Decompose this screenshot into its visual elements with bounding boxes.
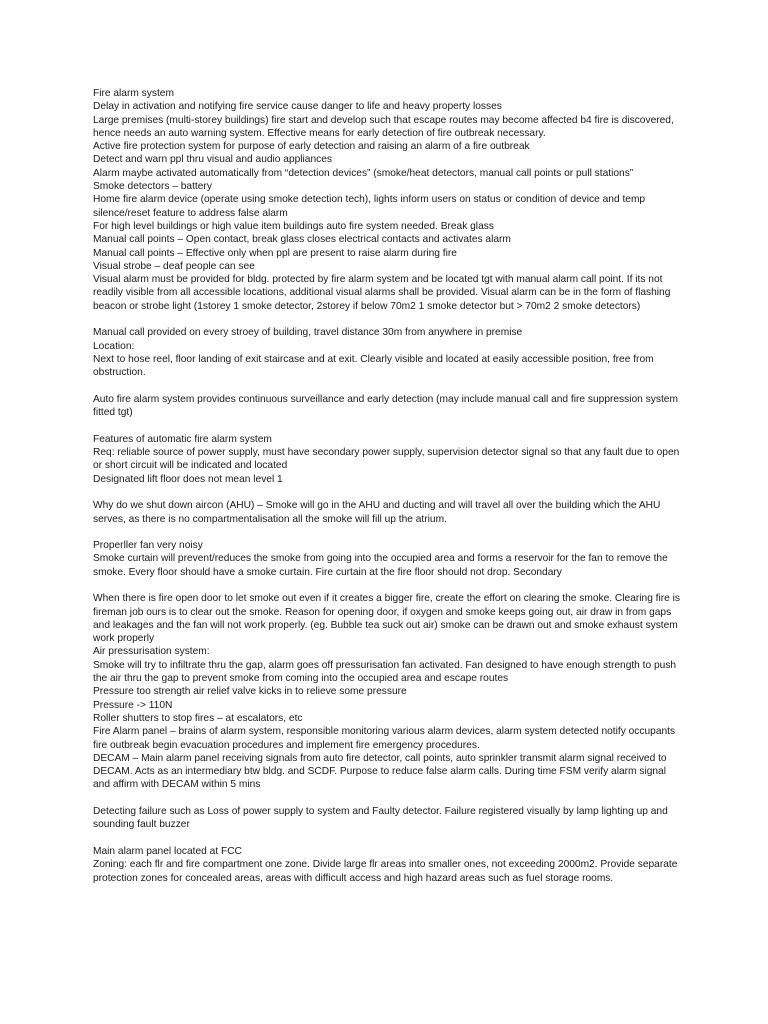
document-body	[93, 87, 683, 885]
text-line: Large premises (multi-storey buildings) fire start and develop such that escape routes may become affected b4 fire is discovered, hence needs an auto warning system. Effective means for early detection of fire outbreak necessary.	[93, 114, 677, 139]
paragraph	[93, 592, 683, 791]
text-line: Pressure -> 110N	[93, 699, 173, 711]
text-line: Location:	[93, 340, 135, 352]
text-line: Detect and warn ppl thru visual and audio appliances	[93, 154, 332, 166]
text-line: Designated lift floor does not mean level 1	[93, 473, 283, 485]
paragraph	[93, 845, 683, 885]
text-line: Visual alarm must be provided for bldg. protected by fire alarm system and be located tgt with manual alarm call point. If its not readily visible from all accessible locations, additional visual alarms shall be provided. Visual alarm can be in the form of flashing beacon or strobe light (1storey 1 smoke detector, 2storey if below 70m2 1 smoke detector but > 70m2 2 smoke detectors)	[93, 274, 674, 312]
text-line: Smoke detectors – battery	[93, 181, 212, 193]
paragraph	[93, 87, 683, 313]
text-line: Home fire alarm device (operate using smoke detection tech), lights inform users on status or condition of device and temp silence/reset feature to address false alarm	[93, 194, 648, 219]
paragraph	[93, 499, 683, 526]
paragraph	[93, 326, 683, 379]
text-line: Manual call points – Effective only when ppl are present to raise alarm during fire	[93, 247, 457, 259]
text-line: Properller fan very noisy	[93, 540, 203, 552]
paragraph	[93, 393, 683, 420]
text-line: Manual call provided on every stroey of building, travel distance 30m from anywhere in premise	[93, 327, 523, 339]
text-line: Fire Alarm panel – brains of alarm system, responsible monitoring various alarm devices, alarm system detected notify occupants fire outbreak begin evacuation procedures and implement fire emergency procedures.	[93, 726, 678, 751]
text-line: When there is fire open door to let smoke out even if it creates a bigger fire, create the effort on clearing the smoke. Clearing fire is fireman job ours is to clear out the smoke. Reason for opening door, if oxygen and smoke keeps going out, air draw in from gaps and leakages and the fan will not work properly. (eg. Bubble tea suck out air) smoke can be drawn out and smoke exhaust system work properly	[93, 593, 683, 645]
paragraph	[93, 539, 683, 579]
text-line: Smoke curtain will prevent/reduces the smoke from going into the occupied area and forms a reservoir for the fan to remove the smoke. Every floor should have a smoke curtain. Fire curtain at the fire floor should not drop. Secondary	[93, 553, 671, 578]
text-line: Fire alarm system	[93, 88, 174, 99]
text-line: Auto fire alarm system provides continuous surveillance and early detection (may include manual call and fire suppression system fitted tgt)	[93, 393, 681, 419]
text-line: Roller shutters to stop fires – at escalators, etc	[93, 712, 303, 724]
paragraph	[93, 433, 683, 486]
text-line: Next to hose reel, floor landing of exit staircase and at exit. Clearly visible and located at easily accessible position, free from obstruction.	[93, 353, 657, 379]
text-line: Air pressurisation system:	[93, 646, 210, 658]
text-line: DECAM – Main alarm panel receiving signals from auto fire detector, call points, auto sprinkler transmit alarm signal received to DECAM. Acts as an intermediary btw bldg. and SCDF. Purpose to reduce false alarm calls. During time FSM verify alarm signal and affirm with DECAM within 5 mins	[93, 752, 670, 791]
text-line: Zoning: each flr and fire compartment one zone. Divide large flr areas into smaller ones, not exceeding 2000m2. Provide separate protection zones for concealed areas, areas with difficult access and high hazard areas such as fuel storage rooms.	[93, 859, 681, 884]
text-line: Why do we shut down aircon (AHU) – Smoke will go in the AHU and ducting and will travel all over the building which the AHU serves, as there is no compartmentalisation all the smoke will fill up the atrium.	[93, 500, 664, 525]
text-line: Alarm maybe activated automatically from “detection devices” (smoke/heat detectors, manual call points or pull stations”	[93, 167, 634, 179]
text-line: Manual call points – Open contact, break glass closes electrical contacts and activates alarm	[93, 234, 511, 246]
text-line: Smoke will try to infiltrate thru the gap, alarm goes off pressurisation fan activated. Fan designed to have enough strength to push the air thru the gap to prevent smoke from coming into the occupied area and escape routes	[93, 659, 679, 685]
text-line: Main alarm panel located at FCC	[93, 845, 242, 857]
text-line: Delay in activation and notifying fire service cause danger to life and heavy property losses	[93, 101, 502, 113]
text-line: Features of automatic fire alarm system	[93, 433, 272, 445]
text-line: For high level buildings or high value item buildings auto fire system needed. Break glass	[93, 220, 494, 232]
text-line: Req: reliable source of power supply, must have secondary power supply, supervision detector signal so that any fault due to open or short circuit will be indicated and located	[93, 447, 683, 472]
text-line: Pressure too strength air relief valve kicks in to relieve some pressure	[93, 686, 407, 698]
paragraph	[93, 805, 683, 832]
text-line: Visual strobe – deaf people can see	[93, 260, 255, 272]
text-line: Detecting failure such as Loss of power supply to system and Faulty detector. Failure registered visually by lamp lighting up and sounding fault buzzer	[93, 806, 671, 831]
text-line: Active fire protection system for purpose of early detection and raising an alarm of a fire outbreak	[93, 141, 530, 153]
